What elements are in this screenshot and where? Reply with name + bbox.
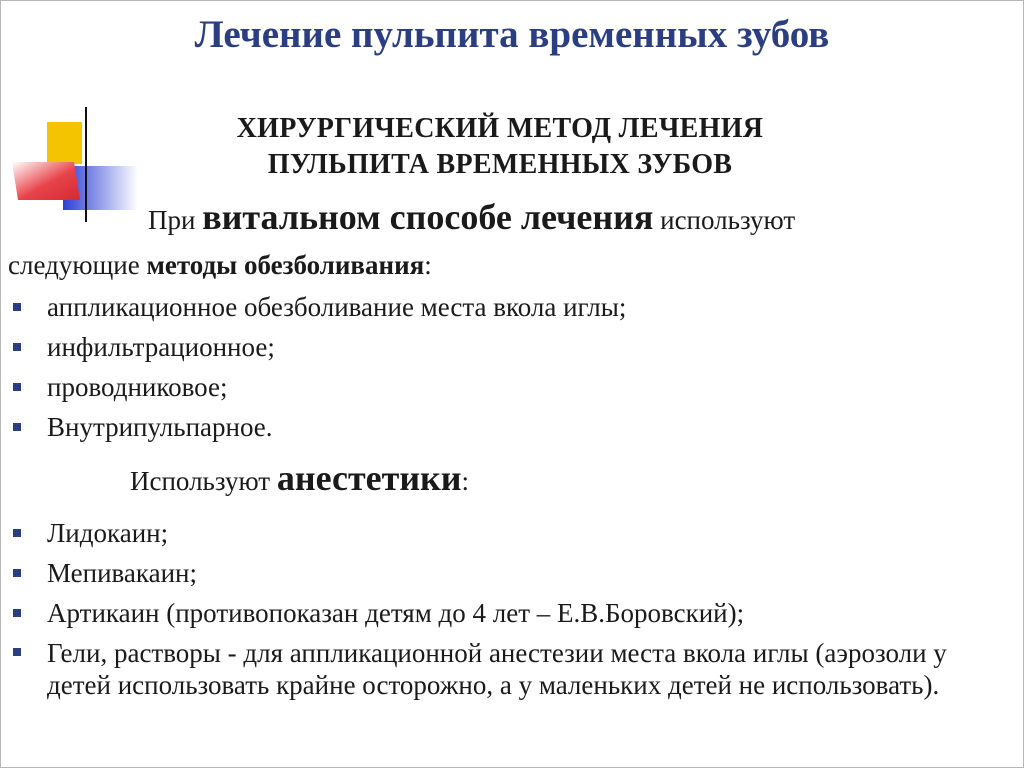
anesthetics-emphasis: анестетики [276, 458, 462, 498]
subtitle-line-2: ПУЛЬПИТА ВРЕМЕННЫХ ЗУБОВ [267, 149, 733, 180]
square-bullet-icon [13, 343, 21, 351]
list-item: проводниковое; [0, 367, 1024, 407]
methods-line [8, 250, 432, 281]
anesthetics-prefix: Используют [130, 466, 277, 496]
methods-emphasis: методы обезболивания [146, 250, 425, 280]
list-item: Артикаин (противопоказан детям до 4 лет – Е.В.Боровский); [0, 593, 1024, 633]
square-bullet-icon [13, 303, 21, 311]
list-item: Лидокаин; [0, 513, 1024, 553]
anesthetics-heading [130, 457, 469, 499]
square-bullet-icon [13, 423, 21, 431]
list-item: Внутрипульпарное. [0, 407, 1024, 447]
anesthetics-suffix: : [461, 466, 470, 496]
vital-prefix: При [148, 205, 203, 235]
square-bullet-icon [13, 529, 21, 537]
vital-method-line [148, 196, 795, 238]
square-bullet-icon [13, 609, 21, 617]
square-bullet-icon [13, 648, 21, 656]
anesthetics-list [0, 513, 1024, 701]
vital-emphasis: витальном способе лечения [202, 197, 654, 237]
anesthesia-methods-list [0, 287, 1024, 447]
subtitle-line-1: ХИРУРГИЧЕСКИЙ МЕТОД ЛЕЧЕНИЯ [236, 113, 764, 144]
list-item: Гели, растворы - для аппликационной анестезии места вкола иглы (аэрозоли у детей использовать крайне осторожно, а у маленьких детей не использовать). [0, 633, 1024, 701]
list-item: аппликационное обезболивание места вкола иглы; [0, 287, 1024, 327]
list-item: инфильтрационное; [0, 327, 1024, 367]
square-bullet-icon [13, 569, 21, 577]
slide-title: Лечение пульпита временных зубов [194, 13, 830, 56]
list-item: Мепивакаин; [0, 553, 1024, 593]
square-bullet-icon [13, 383, 21, 391]
methods-suffix: : [424, 250, 432, 280]
methods-prefix: следующие [8, 250, 147, 280]
vital-suffix: используют [653, 205, 796, 235]
